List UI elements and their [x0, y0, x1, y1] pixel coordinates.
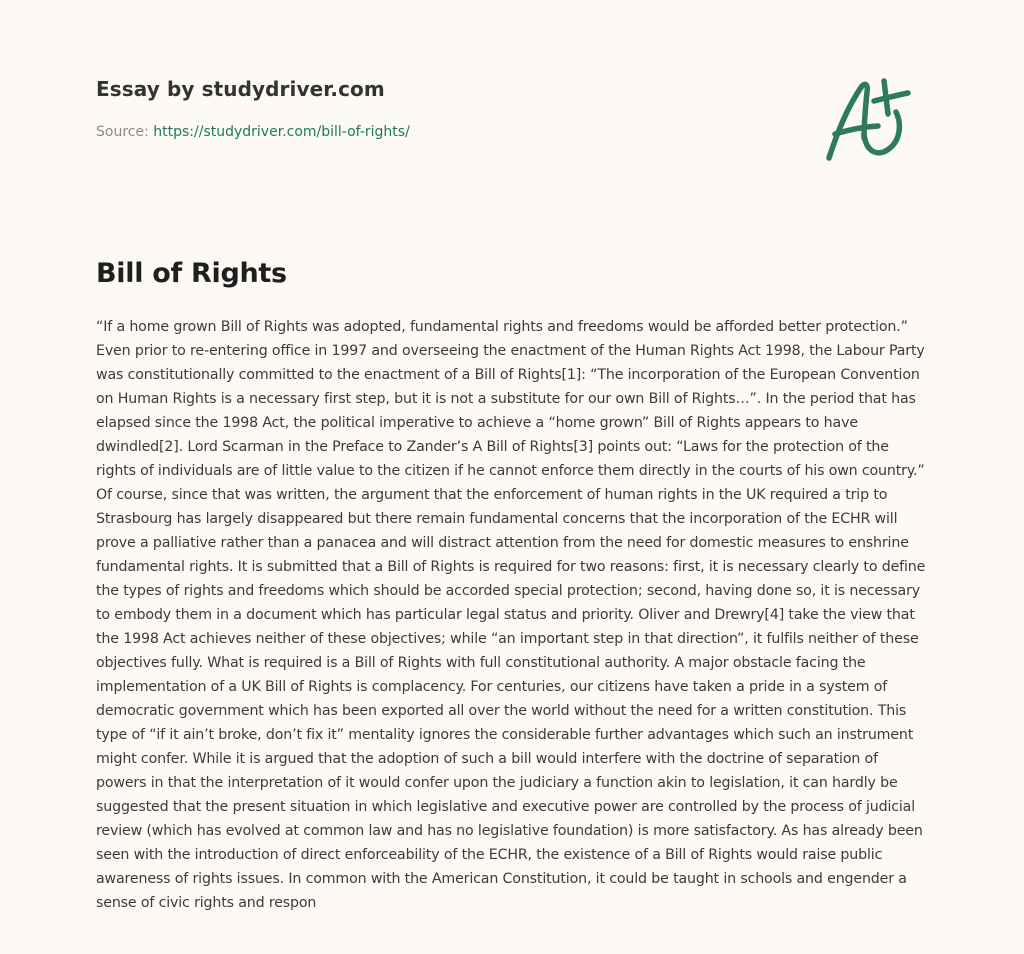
essay-body: “If a home grown Bill of Rights was adopted, fundamental rights and freedoms would be afforded better protection.” Even prior to re-entering office in 1997 and overseeing the enactment of the Human Rights Act 1998, the Labour Party was constitutionally committed to the enactment of a Bill of Rights[1]: “The incorporation of the European Convention on Human Rights is a necessary first step, but it is not a substitute for our own Bill of Rights…”. In the period that has elapsed since the 1998 Act, the political imperative to achieve a “home grown” Bill of Rights appears to have dwindled[2]. Lord Scarman in the Preface to Zander’s A Bill of Rights[3] points out: “Laws for the protection of the rights of individuals are of little value to the citizen if he cannot enforce them directly in the courts of his own country.” Of course, since that was written, the argument that the enforcement of human rights in the UK required a trip to Strasbourg has largely disappeared but there remain fundamental concerns that the incorporation of the ECHR will prove a palliative rather than a panacea and will distract attention from the need for domestic measures to enshrine fundamental rights. It is submitted that a Bill of Rights is required for two reasons: first, it is necessary clearly to define the types of rights and freedoms which should be accorded special protection; second, having done so, it is necessary to embody them in a document which has particular legal status and priority. Oliver and Drewry[4] take the view that the 1998 Act achieves neither of these objectives; while “an important step in that direction”, it fulfils neither of these objectives fully. What is required is a Bill of Rights with full constitutional authority. A major obstacle facing the implementation of a UK Bill of Rights is complacency. For centuries, our citizens have taken a pride in a system of democratic government which has been exported all over the world without the need for a written constitution. This type of “if it ain’t broke, don’t fix it” mentality ignores the considerable further advantages which such an instrument might confer. While it is argued that the adoption of such a bill would interfere with the doctrine of separation of powers in that the interpretation of it would confer upon the judiciary a function akin to legislation, it can hardly be suggested that the present situation in which legislative and executive power are controlled by the process of judicial review (which has evolved at common law and has no legislative foundation) is more satisfactory. As has already been seen with the introduction of direct enforceability of the ECHR, the existence of a Bill of Rights would raise public awareness of rights issues. In common with the American Constitution, it could be taught in schools and engender a sense of civic rights and respon — [96, 319, 926, 911]
source-link[interactable]: https://studydriver.com/bill-of-rights/ — [153, 124, 410, 140]
source-label: Source: — [96, 124, 154, 140]
site-title: Essay by studydriver.com — [96, 77, 385, 101]
a-plus-grade-icon — [822, 68, 928, 164]
source-line — [96, 122, 936, 142]
page-header — [96, 74, 936, 142]
essay-title: Bill of Rights — [96, 258, 287, 289]
